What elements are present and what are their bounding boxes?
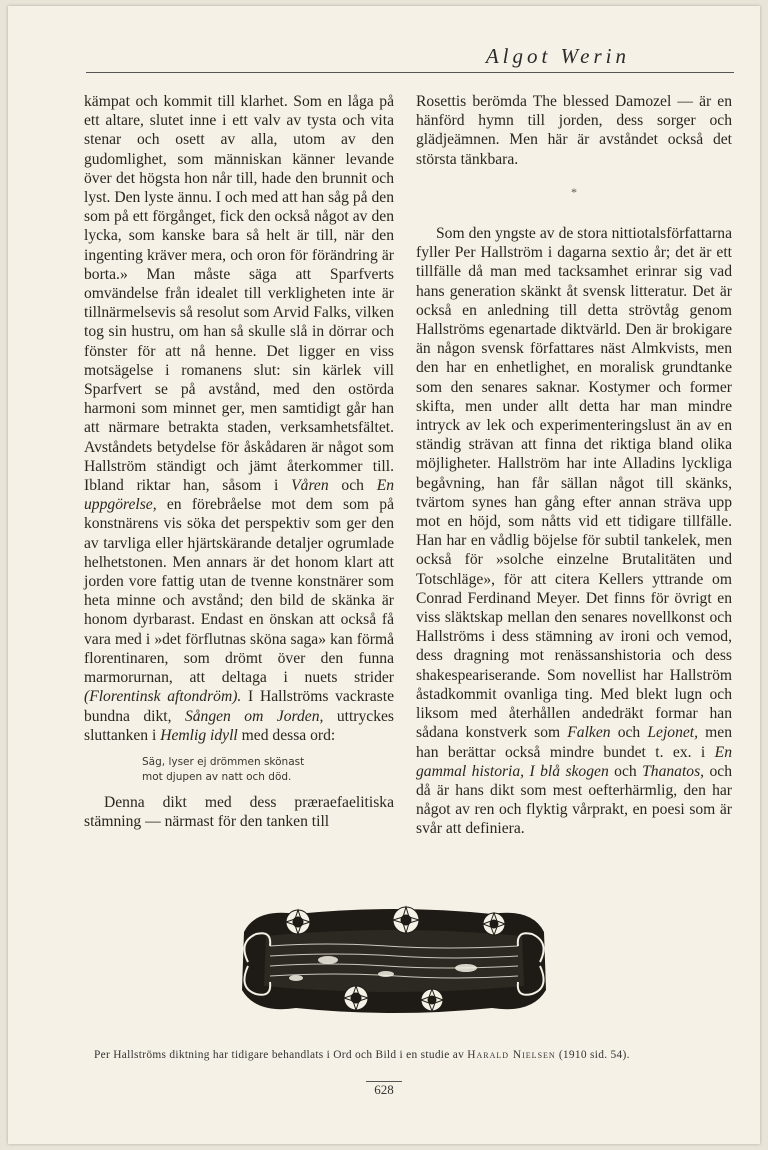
left-column [84,92,394,831]
right-column [416,92,732,839]
left-paragraph: kämpat och kommit till klarhet. Som en låga på ett altare, slutet inne i ett valv av tysta och vita stenar och osett av alla, utom av den gudomlighet, som människan känner levande över det högsta hon når till, hade den brunnit och lyst. Den lyste ännu. I och med att han såg på den som på ett förgånget, fick den också något av den lycka, som kanske bara så helt är till, när den ingenting kräver mera, och oron för förändring är borta.» Man måste säga att Sparfverts omvändelse från idealet till verkligheten inte är tillnärmelsevis så resolut som Arvid Falks, vilken tog sin hustru, om han så skulle slå in dörrar och fönster för att nå henne. Det ligger en viss motsägelse i romanens slut: sin kärlek vill Sparfvert se på avstånd, med den ostörda harmoni som minnet ger, men samtidigt går han att närmare betrakta staden, verksamhetsfältet. Avståndets betydelse för åskådaren är något som Hallström ständigt och jämt återkommer till. Ibland riktar han, såsom i Våren och En uppgörelse, en förebråelse mot dem som på konstnärens vis söka det perspektiv som ger den av tarvliga eller hjärtskärande detaljer ogrumlade helhetstonen. Men annars är det honom klart att jorden vore fattig utan de tvenne konstnärer som heta minne och avstånd; den bild de skänka är honom dyrbarast. Endast en önskan att också få vara med i »det förflutnas sköna saga» kan förmå florentinaren, som drömt över den funna marmorurnan, att deltaga i nuets strider (Florentinsk aftondröm). I Hallströms vackraste bundna dikt, Sången om Jorden, uttryckes sluttanken i Hemlig idyll med dessa ord: [84,93,395,744]
page-number: 628 [8,1082,760,1098]
verse-line: Säg, lyser ej drömmen skönast [142,755,305,768]
running-title: Algot Werin [485,44,630,68]
water-lily-vignette-icon [236,902,552,1020]
book-page [8,6,760,1144]
footnote: Per Hallströms diktning har tidigare behandlats i Ord och Bild i en studie av Harald Nielsen (1910 sid. 54). [94,1049,630,1061]
right-paragraph-2: Som den yngste av de stora nittiotalsförfattarna fyller Per Hallström i dagarna sextio år; det är ett tillfälle då man med tacksamhet erinrar sig vad hans generation skänkt åt svensk litteratur. Det är också en anledning till detta strövtåg genom Hallströms egenartade diktvärld. Den är brokigare än någon svensk författares näst Almkvists, men den har en enhetlighet, en moralisk grundtanke som den senares saknar. Kostymer och former skifta, men under allt detta har man mindre intryck av lek och experimenteringslust än av en ständig strävan att finna det riktiga bland olika möjligheter. Hallström har inte Alladins lyckliga begåvning, han får sällan något till skänks, tvärtom synes han gång efter annan sträva upp mot en höjd, som nåtts vid ett tidigare tillfälle. Han har en vådlig böjelse för subtil tankelek, men också för »solche einzelne Brutalitäten und Totschläge», för att citera Kellers yttrande om Conrad Ferdinand Meyer. Det finns för övrigt en viss släktskap mellan den senares novellkonst och Hallströms i dess stämning av ironi och vemod, dess dragning mot renässanshistoria och dess shakespeariserande. Som novellist har Hallström åstadkommit ovanliga ting. Med blekt lugn och liksom med återhållen andedräkt formar han sådana konstverk som Falken och Lejonet, men han berättar också mindre bundet t. ex. i En gammal historia, I blå skogen och Thanatos, och då är hans dikt som mest oefterhärmlig, den har något av ren och flyktig vårprakt, en poesi som är svår att definiera. [416,225,732,838]
left-paragraph-2: Denna dikt med dess præraefaelitiska stämning — närmast för den tanken till [84,793,394,831]
verse-quote [84,755,394,785]
header-rule [86,72,734,73]
right-paragraph-1: Rosettis berömda The blessed Damozel — är en hänförd hymn till jorden, dess sorger och glädjeämnen. Men här är avståndet också det största tänkbara. [416,93,732,168]
section-asterism: * [571,184,577,199]
verse-line: mot djupen av natt och död. [142,770,292,783]
